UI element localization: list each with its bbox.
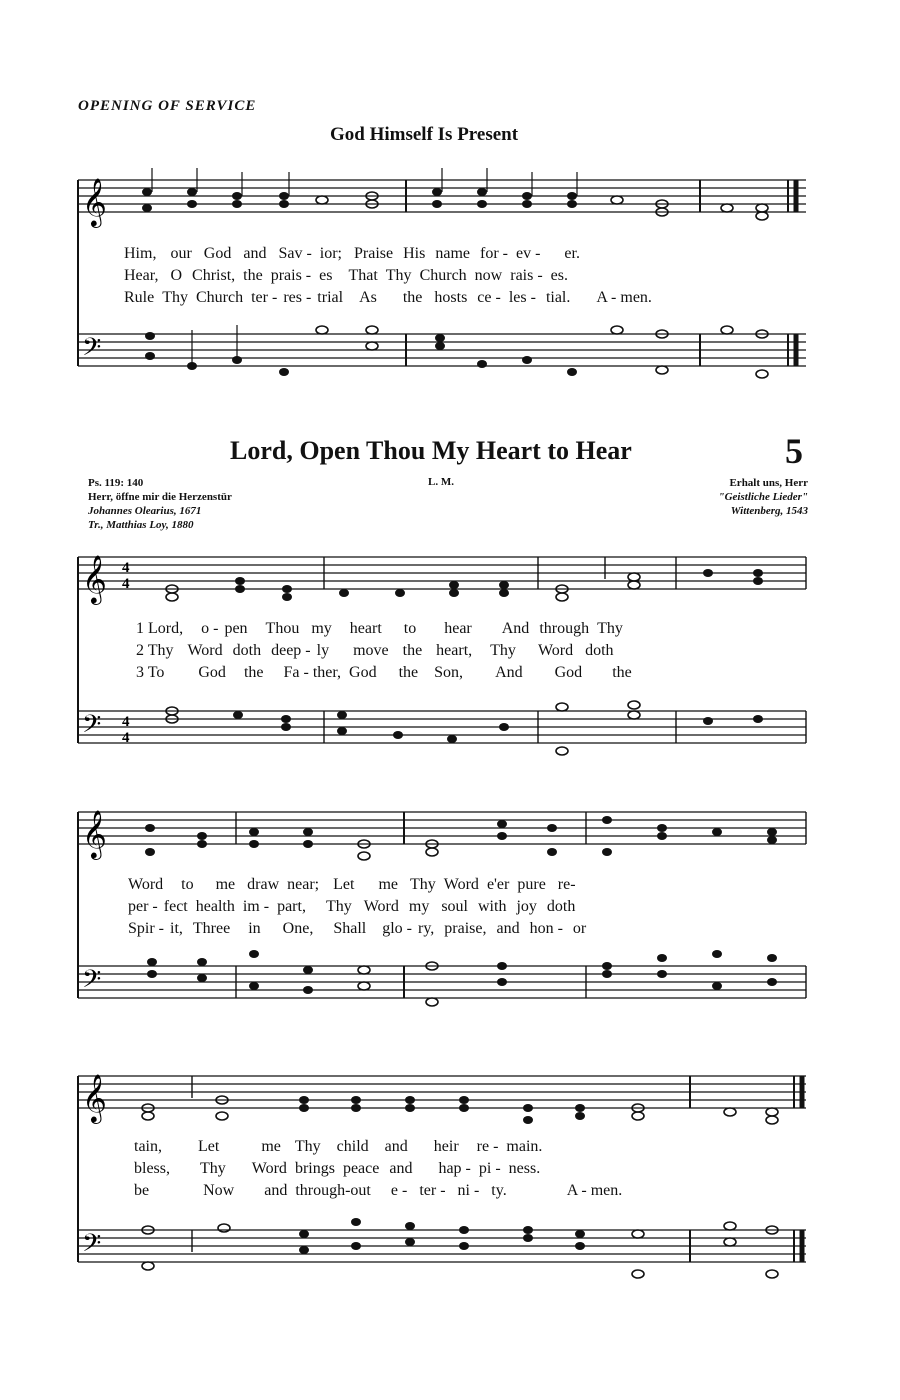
hymn-source-right — [719, 476, 809, 518]
svg-text:4: 4 — [122, 714, 130, 730]
bass-staff — [78, 711, 806, 743]
prev-verse-line-1: Him, our God and Sav - ior; Praise His name for - ev - er. — [124, 245, 580, 262]
bass-clef-icon: 𝄢 — [82, 966, 102, 999]
author: Johannes Olearius, 1671 — [88, 505, 202, 517]
svg-text:4: 4 — [122, 576, 130, 592]
tune-source: "Geistliche Lieder" — [718, 491, 808, 503]
bass-clef-icon: 𝄢 — [82, 711, 102, 744]
translator: Tr., Matthias Loy, 1880 — [88, 519, 194, 531]
section-label: OPENING OF SERVICE — [78, 98, 257, 114]
previous-hymn-title: God Himself Is Present — [330, 124, 519, 145]
treble-staff — [78, 812, 806, 844]
verse-1-line-3: tain, Let me Thy child and heir re - main. — [134, 1138, 543, 1155]
verse-3-line-3: be Now and through-out e - ter - ni - ty. A - men. — [134, 1182, 623, 1199]
bass-clef-icon: 𝄢 — [82, 1230, 102, 1263]
psalm-reference: Ps. 119: 140 — [88, 477, 144, 489]
svg-text:4: 4 — [122, 560, 130, 576]
treble-clef-icon: 𝄞 — [82, 557, 107, 603]
treble-clef-icon: 𝄞 — [82, 1076, 107, 1122]
bass-staff — [78, 966, 806, 998]
hymn-source-left — [88, 476, 232, 532]
bass-clef-icon: 𝄢 — [82, 334, 102, 367]
verse-2-line-2: per - fect health im - part, Thy Word my soul with joy doth — [128, 898, 576, 915]
svg-text:4: 4 — [122, 730, 130, 746]
music-system-3 — [72, 1064, 812, 1294]
prev-verse-line-2: Hear, O Christ, the prais - es That Thy Church now rais - es. — [124, 267, 568, 284]
hymn-title: Lord, Open Thou My Heart to Hear — [230, 436, 632, 465]
treble-clef-icon: 𝄞 — [82, 180, 107, 226]
hymn-number: 5 — [785, 431, 803, 471]
treble-staff — [78, 1076, 806, 1108]
verse-3-line-2: Spir - it, Three in One, Shall glo - ry, praise, and hon - or — [128, 920, 587, 937]
treble-staff — [78, 557, 806, 589]
verse-1-line-2: Word to me draw near; Let me Thy Word e'er pure re- — [128, 876, 576, 893]
treble-clef-icon: 𝄞 — [82, 812, 107, 858]
german-title: Herr, öffne mir die Herzenstür — [88, 491, 232, 503]
bass-staff — [78, 1230, 806, 1262]
verse-2-line-3: bless, Thy Word brings peace and hap - pi - ness. — [134, 1160, 541, 1177]
verse-3-line-1: 3 To God the Fa - ther, God the Son, And God the — [136, 664, 632, 681]
tune-name: Erhalt uns, Herr — [729, 477, 808, 489]
verse-2-line-1: 2 Thy Word doth deep - ly move the heart, Thy Word doth — [136, 642, 614, 659]
tune-place: Wittenberg, 1543 — [730, 505, 808, 517]
meter: L. M. — [428, 476, 454, 488]
prev-verse-line-3: Rule Thy Church ter - res - trial As the hosts ce - les - tial. A - men. — [124, 289, 652, 306]
verse-1-line-1: 1 Lord, o - pen Thou my heart to hear And through Thy — [136, 620, 623, 637]
